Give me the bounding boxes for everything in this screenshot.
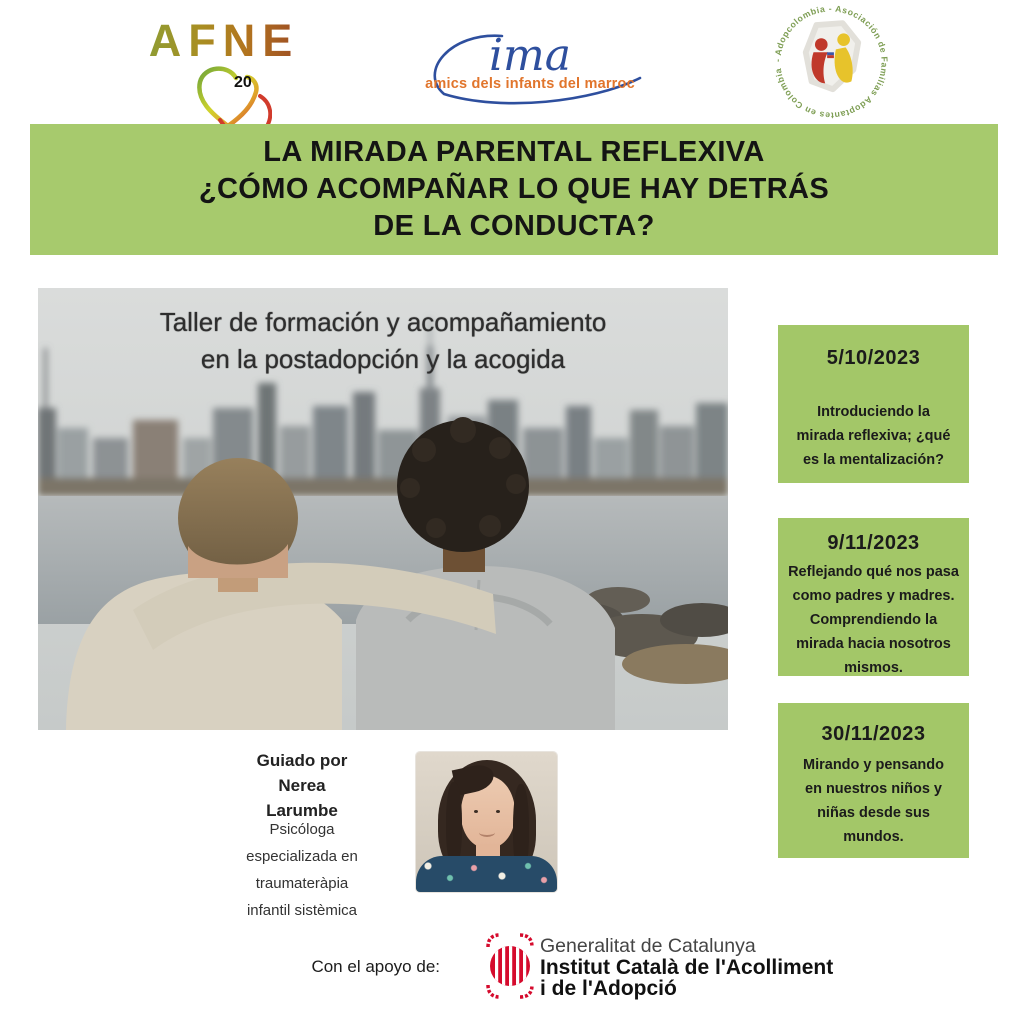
support-label: Con el apoyo de: [311, 957, 440, 976]
guide-role: Psicóloga especializada en traumateràpia infantil sistèmica [246, 821, 358, 919]
session-2-date: 9/11/2023 [827, 532, 920, 554]
guide-heading: Guiado por Nerea Larumbe [256, 751, 348, 820]
ima-logo [402, 24, 658, 104]
title-line-2: ¿CÓMO ACOMPAÑAR LO QUE HAY DETRÁS [198, 173, 830, 205]
afne-20-badge: 20 [234, 74, 252, 91]
ima-subtitle: amics dels infants del marroc [425, 76, 635, 92]
session-1-date: 5/10/2023 [826, 347, 921, 369]
generalitat-line-1: Generalitat de Catalunya [540, 935, 756, 957]
title-banner [30, 124, 998, 255]
afne-logo [148, 15, 300, 128]
generalitat-line-3: i de l'Adopció [540, 977, 677, 1000]
generalitat-line-2: Institut Català de l'Acolliment [540, 956, 834, 979]
session-box-2: 9/11/2023 Reflejando qué nos pasa como padres y madres. Comprendiendo la mirada hacia nosotros mismos. [778, 518, 969, 676]
psychologist-portrait [416, 752, 557, 892]
photo-caption [38, 304, 728, 378]
title-line-3: DE LA CONDUCTA? [373, 210, 655, 242]
ima-script-text: ima [488, 30, 572, 81]
portrait-blouse [416, 856, 557, 892]
couple-skyline-photo [38, 288, 728, 730]
adopcolombia-logo [760, 0, 902, 130]
caption-line-1: Taller de formación y acompañamiento [159, 307, 607, 337]
generalitat-shield-icon [486, 933, 534, 999]
afne-logo-text: AFNE [148, 15, 300, 66]
session-box-3: 30/11/2023 Mirando y pensando en nuestros niños y niñas desde sus mundos. [778, 703, 969, 858]
ima-swoosh-icon [402, 24, 658, 124]
caption-line-2: en la postadopción y la acogida [200, 344, 566, 374]
session-box-1: 5/10/2023 Introduciendo la mirada reflexiva; ¿qué es la mentalización? [778, 325, 969, 483]
generalitat-wordmark [540, 936, 833, 999]
session-3-date: 30/11/2023 [821, 723, 926, 745]
title-line-1: LA MIRADA PARENTAL REFLEXIVA [263, 136, 765, 168]
adopcolombia-ring-text: - Adopcolombia - Asociación de Familias Adoptantes en Colombia [772, 3, 890, 121]
